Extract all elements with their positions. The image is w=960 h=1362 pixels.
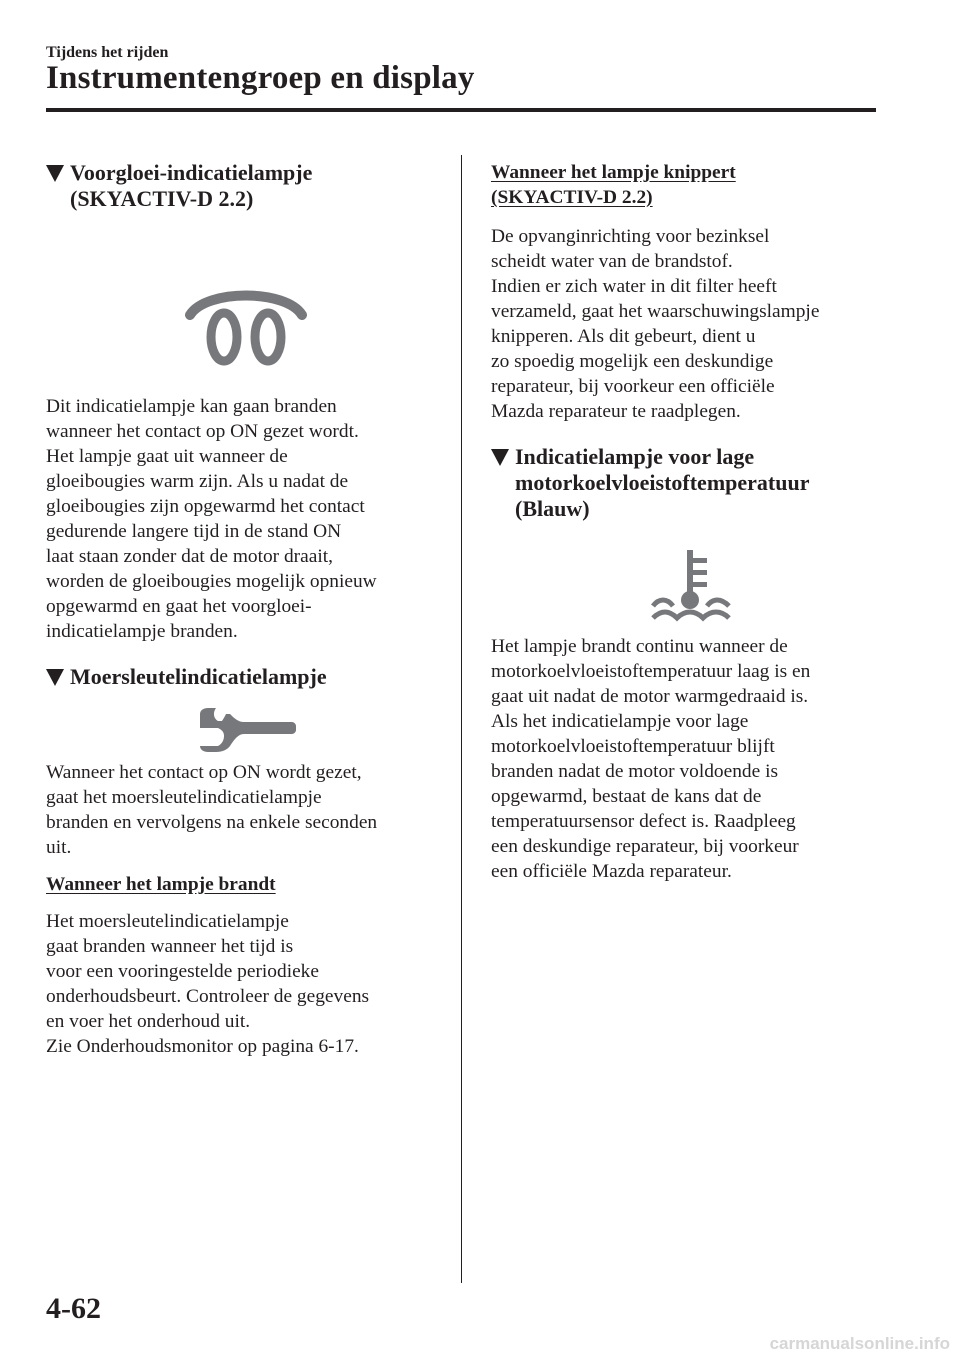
blink-description: De opvanginrichting voor bezinksel scheidt water van de brandstof. Indien er zich water in dit filter heeft verzameld, gaat het waarschuwingslampje knipperen. Als dit gebeurt, dient u zo spoedig mogelijk een deskundige reparateur, bij voorkeur een officiële Mazda reparateur te raadplegen. bbox=[491, 226, 820, 422]
header-rule bbox=[46, 108, 876, 112]
wrench-description: Wanneer het contact op ON wordt gezet, gaat het moersleutelindicatielampje branden en vervolgens na enkele seconden uit. bbox=[46, 762, 378, 858]
glow-plug-icon-box bbox=[46, 287, 446, 367]
coolant-icon-box bbox=[491, 550, 891, 624]
wrench-icon-box bbox=[46, 708, 446, 752]
triangle-bullet-icon bbox=[46, 165, 64, 182]
section-heading-wrench bbox=[46, 664, 446, 690]
page-title: Instrumentengroep en display bbox=[46, 60, 475, 96]
section-title-glow: Voorgloei-indicatielampje (SKYACTIV-D 2.2) bbox=[70, 160, 313, 211]
wrench-maintenance-text: Het moersleutelindicatielampje gaat branden wanneer het tijd is voor een vooringestelde periodieke onderhoudsbeurt. Controleer de gegevens en voer het onderhoud uit. Zie Onderhoudsmonitor op pagina 6-17. bbox=[46, 911, 370, 1057]
glow-plug-icon bbox=[176, 287, 316, 367]
section-title-coolant: Indicatielampje voor lage motorkoelvloeistoftemperatuur (Blauw) bbox=[515, 444, 810, 521]
header-section-label: Tijdens het rijden bbox=[46, 44, 169, 61]
section-heading-glow bbox=[46, 160, 446, 212]
triangle-bullet-icon bbox=[491, 449, 509, 466]
blink-subheading: Wanneer het lampje knippert (SKYACTIV-D 2.2) bbox=[491, 162, 736, 208]
column-divider bbox=[461, 155, 462, 1283]
glow-description: Dit indicatielampje kan gaan branden wanneer het contact op ON gezet wordt. Het lampje gaat uit wanneer de gloeibougies warm zijn. Als u nadat de gloeibougies zijn opgewarmd het contact gedurende langere tijd in de stand ON laat staan zonder dat de motor draait, worden de gloeibougies mogelijk opnieuw opgewarmd en gaat het voorgloei- indicatielampje branden. bbox=[46, 396, 377, 642]
section-title-wrench: Moersleutelindicatielampje bbox=[70, 664, 327, 689]
watermark: carmanualsonline.info bbox=[769, 1334, 950, 1353]
triangle-bullet-icon bbox=[46, 669, 64, 686]
coolant-temperature-icon bbox=[649, 550, 733, 624]
page-number: 4-62 bbox=[46, 1292, 101, 1325]
coolant-description: Het lampje brandt continu wanneer de motorkoelvloeistoftemperatuur laag is en gaat uit nadat de motor warmgedraaid is. Als het indicatielampje voor lage motorkoelvloeistoftemperatuur blijft branden nadat de motor voldoende is opgewarmd, bestaat de kans dat de temperatuursensor defect is. Raadpleeg een deskundige reparateur, bij voorkeur een officiële Mazda reparateur. bbox=[491, 636, 811, 882]
wrench-icon bbox=[196, 708, 296, 752]
section-heading-coolant bbox=[491, 444, 891, 522]
wrench-subheading: Wanneer het lampje brandt bbox=[46, 874, 276, 895]
left-column bbox=[46, 160, 446, 1059]
right-column bbox=[491, 160, 891, 884]
